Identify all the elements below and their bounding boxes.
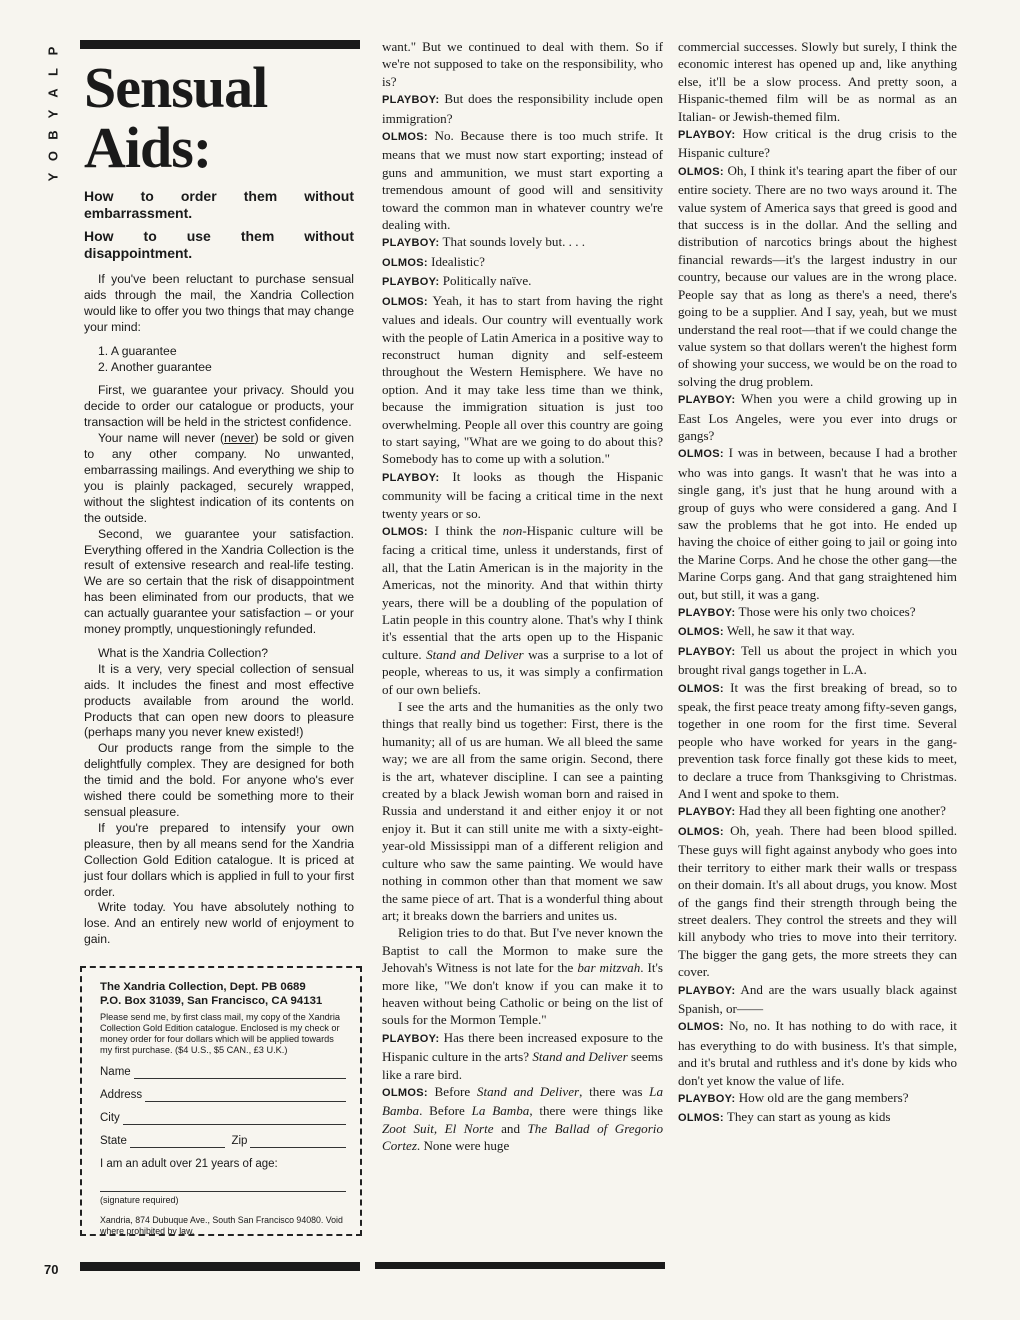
ad-paragraph: It is a very, very special collection of sensual aids. It includes the finest and most effective products available from around the world. Products that can open new doors to pleasure (perhaps many you never knew existed!) xyxy=(84,661,354,740)
question-paragraph: PLAYBOY: Had they all been fighting one another? xyxy=(678,803,946,819)
ad-list-item: 2. Another guarantee xyxy=(98,359,212,374)
question-paragraph: PLAYBOY: It looks as though the Hispanic community will be facing a critical time in the next twenty years or so. xyxy=(382,468,663,521)
bottom-rule xyxy=(375,1262,665,1269)
answer-paragraph: OLMOS: It was the first breaking of bread, so to speak, the first peace treaty among fifty-seven gangs, together in one room for the first time. Several people who have worked for years in the gang-prevention task force finally got these kids to meet, to declare a truce from Thanksgiving to Christmas. And I went and spoke to them. xyxy=(678,679,958,802)
answer-paragraph: OLMOS: Before Stand and Deliver, there was La Bamba. Before La Bamba, there were things like Zoot Suit, El Norte and The Ballad of Gregorio Cortez. None were huge xyxy=(382,1083,664,1154)
masthead-letter: Y xyxy=(45,108,61,119)
question-paragraph: PLAYBOY: That sounds lovely but. . . . xyxy=(382,234,586,250)
answer-paragraph: commercial successes. Slowly but surely, I think the economic interest has opened up and, like anything else, it'll be a slow process. And pretty soon, a Hispanic-themed film will be as normal as an Italian- or Jewish-themed film. xyxy=(678,39,957,124)
ad-paragraph: If you've been reluctant to purchase sensual aids through the mail, the Xandria Collection would like to offer you two things that may change your mind: xyxy=(84,272,354,334)
question-paragraph: PLAYBOY: Politically naïve. xyxy=(382,273,532,289)
answer-paragraph: want." But we continued to deal with them. So if we're not supposed to take on the responsibility, who is? xyxy=(382,39,663,89)
state-zip-field[interactable]: State Zip xyxy=(100,1134,346,1148)
question-paragraph: PLAYBOY: How old are the gang members? xyxy=(678,1089,909,1105)
masthead-vertical xyxy=(38,40,68,200)
question-paragraph: PLAYBOY: Those were his only two choices? xyxy=(678,604,916,619)
masthead-letter: Y xyxy=(45,171,61,182)
answer-paragraph: OLMOS: Idealistic? xyxy=(382,253,485,269)
ad-column xyxy=(84,55,354,948)
coupon-address: P.O. Box 31039, San Francisco, CA 94131 xyxy=(100,995,323,1007)
order-coupon xyxy=(80,966,362,1236)
coupon-footer: Xandria, 874 Dubuque Ave., South San Francisco 94080. Void where prohibited by law. xyxy=(100,1215,343,1236)
answer-paragraph: OLMOS: Well, he saw it that way. xyxy=(678,623,855,639)
ad-paragraph: Our products range from the simple to the delightfully complex. They are designed for both the timid and the bold. For anyone who's ever wished there could be something more to their sensual pleasure. xyxy=(84,741,354,819)
answer-paragraph: OLMOS: They can start as young as kids xyxy=(678,1109,891,1125)
interview-column-3 xyxy=(678,38,957,1128)
ad-body xyxy=(84,272,354,948)
question-paragraph: PLAYBOY: How critical is the drug crisis to the Hispanic culture? xyxy=(678,126,957,161)
answer-paragraph: OLMOS: No. Because there is too much strife. It means that we must now start exporting; instead of guns and ammunition, we must start exporting a tremendous amount of good will and sensitivity toward the common man in whatever country we're dealing with. xyxy=(382,128,663,233)
answer-paragraph: Religion tries to do that. But I've never known the Baptist to call the Mormon to make sure the Jehovah's Witness is not late for the bar mitzvah. It's more like, "We don't know if you can make it to heaven without being Catholic or being on the list of souls for the Mormon Temple." xyxy=(382,925,663,1028)
ad-paragraph: Second, we guarantee your satisfaction. Everything offered in the Xandria Collection is the result of extensive research and real-life testing. We are so certain that the risk of disappointment has been eliminated from our products, that we can actually guarantee your satisfaction – or your money promptly, unquestioningly refunded. xyxy=(84,526,354,637)
question-paragraph: PLAYBOY: But does the responsibility include open immigration? xyxy=(382,91,664,126)
top-rule xyxy=(80,40,360,49)
masthead-letter: O xyxy=(45,149,61,162)
question-paragraph: PLAYBOY: When you were a child growing up in East Los Angeles, were you ever into drugs or gangs? xyxy=(678,391,958,443)
answer-paragraph: OLMOS: I think the non-Hispanic culture will be facing a critical time, unless it understands, first of all, that the Latin American is in the majority in the Americas, not the minority. And that within thirty years, there will be a doubling of the population of Latin people in this country alone. That's why I think it's essential that the arts open up to the Hispanic culture. Stand and Deliver was a surprise to a lot of people, whereas to us, it was simply a confirmation of our own beliefs. xyxy=(382,522,663,697)
ad-subtitle: How to order them without embarrassment. xyxy=(84,188,354,221)
masthead-letter: B xyxy=(45,129,61,140)
question-paragraph: PLAYBOY: And are the wars usually black against Spanish, or—— xyxy=(678,981,957,1016)
ad-paragraph: If you're prepared to intensify your own pleasure, then by all means send for the Xandria Collection Gold Edition catalogue. It is priced at just four dollars which is applied in full to your first order. xyxy=(84,820,354,899)
ad-paragraph: Write today. You have absolutely nothing to lose. And an entirely new world of enjoyment to gain. xyxy=(84,900,354,947)
ad-question: What is the Xandria Collection? xyxy=(98,645,269,660)
question-paragraph: PLAYBOY: Tell us about the project in which you brought rival gangs together in L.A. xyxy=(678,642,957,678)
ad-list-item: 1. A guarantee xyxy=(98,343,177,358)
name-field[interactable]: Name xyxy=(100,1065,346,1079)
answer-paragraph: OLMOS: Oh, I think it's tearing apart the fiber of our entire society. There are no two ways around it. The value system of America says that greed is good and that success is in the dollar. And the selling and distribution of narcotics brings about the highest financial rewards—it's the largest industry in our country, because our values are in the wrong place. People say that as long as there's a need, there's going to be a supplier. And I say, yeah, but we must understand the real root—that if we could change the value system so that dollars weren't the highest form of showing your success, we would be on the road to solving the drug problem. xyxy=(678,162,957,389)
coupon-address: The Xandria Collection, Dept. PB 0689 xyxy=(100,981,306,993)
bottom-rule xyxy=(80,1262,360,1271)
answer-paragraph: OLMOS: Oh, yeah. There had been blood spilled. These guys will fight against anybody who goes into their territory to either mark their walls or trespass on their domain. It's all about drugs, you know. Most of the gangs find their strength through being the street dealers. They control the streets and they will kill anybody who tries to move into their territory. The bigger the gang gets, the more streets they can cover. xyxy=(678,822,957,980)
ad-paragraph: Your name will never (never) be sold or given to any other company. No unwanted, embarrassing mailings. And everything we ship to you is plainly packaged, securely wrapped, without the slightest indication of its contents on the outside. xyxy=(84,431,354,525)
masthead-letter: P xyxy=(45,45,61,56)
answer-paragraph: I see the arts and the humanities as the only two things that really bind us together: First, there is the humanity; all of us are human. We all bleed the same way; we are all from the same origin. Second, there is the art, whatever discipline. I can see a painting created by a black Jewish woman born and raised in Russia and understand it and either enjoy it or not enjoy it. But it can still unite me with a sixty-eight-year-old Mississippi man of a different religion and culture who saw the same painting. We would have nothing in common other than that moment we saw the same piece of art. That is a wonderful thing about art; it breaks down the barriers and unites us. xyxy=(382,699,663,923)
adult-statement: I am an adult over 21 years of age: xyxy=(100,1158,278,1170)
question-paragraph: PLAYBOY: Has there been increased exposure to the Hispanic culture in the arts? Stand and Deliver seems like a rare bird. xyxy=(382,1029,663,1082)
answer-paragraph: OLMOS: I was in between, because I had a brother who was into gangs. It wasn't that he was into a single gang, it's just that he hung around with a group of guys who were considered a gang. And I saw the problems that he got into. He ended up having the choice of either going to jail or going into the Marine Corps. And he chose the other gang—the Marine Corps gang. And that gang straightened him out, but still, it was a gang. xyxy=(678,445,957,602)
city-field[interactable]: City xyxy=(100,1111,346,1125)
ad-subtitle: How to use them without disappointment. xyxy=(84,228,354,261)
ad-title: Sensual Aids: xyxy=(84,55,268,180)
ad-paragraph: First, we guarantee your privacy. Should you decide to order our catalogue or products, your transaction will be held in the strictest confidence. xyxy=(84,383,354,430)
interview-column-2 xyxy=(382,38,663,1155)
address-field[interactable]: Address xyxy=(100,1088,346,1102)
page-number: 70 xyxy=(44,1262,59,1277)
answer-paragraph: OLMOS: Yeah, it has to start from having the right values and ideals. Our country will eventually work with the people of Latin America in a positive way to reconstruct human dignity and self-esteem throughout the Western Hemisphere. We have no option. And it may take less time than we think, because the immigration situation is just too overwhelming. People all over this country are going to start saying, "What are we going to do about this? Somebody has to come up with a solution." xyxy=(382,292,663,467)
signature-field[interactable]: (signature required) xyxy=(100,1191,346,1205)
masthead-letter: L xyxy=(45,67,61,76)
answer-paragraph: OLMOS: No, no. It has nothing to do with race, it has everything to do with business. It's that simple, and it's brutal and ruthless and it's done by kids who don't yet know the value of life. xyxy=(678,1018,958,1088)
masthead-letter: A xyxy=(45,87,61,98)
coupon-instructions: Please send me, by first class mail, my copy of the Xandria Collection Gold Edition catalogue. Enclosed is my check or money order for four dollars which will be applied towards my first purchase. ($4 U.S., $5 CAN., £3 U.K.) xyxy=(100,1012,340,1055)
